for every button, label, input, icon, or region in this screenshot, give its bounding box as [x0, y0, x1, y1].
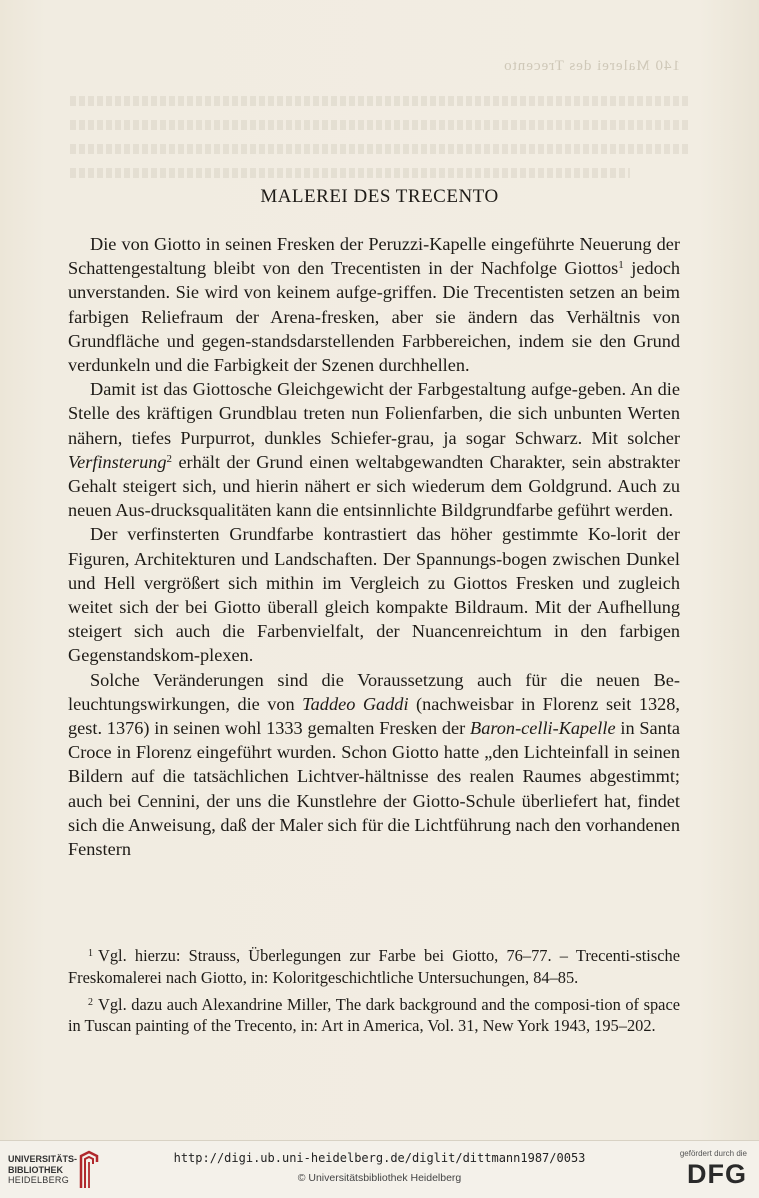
library-logo[interactable]: UNIVERSITÄTS- BIBLIOTHEK HEIDELBERG — [8, 1154, 78, 1185]
paragraph-1: Die von Giotto in seinen Fresken der Peruzzi-Kapelle eingeführte Neuerung der Schattengestaltung bleibt von den Trecentisten in der Nachfolge Giottos$^1$ jedoch unverstanden. Sie wird von keinem aufge-griffen. Die Trecentisten setzen an beim farbigen Reliefraum der Arena-fresken, aber sie ändern das Verhältnis von Grundfläche und gegen-standsdarstellenden Farbbereichen, indem sie den Grund verdunkeln und die Farbigkeit der Szenen durchhellen. — [68, 234, 680, 376]
body-text — [68, 232, 680, 861]
footnote-ref-2[interactable]: 2 — [166, 452, 173, 465]
chapter-title: MALEREI DES TRECENTO — [260, 186, 499, 207]
bleed-through-line — [70, 144, 690, 154]
footnote-ref-1[interactable]: 1 — [618, 259, 624, 272]
footnote-2: $^2$ Vgl. dazu auch Alexandrine Miller, The dark background and the composi-tion of space in Tuscan painting of the Trecento, in: Art in America, Vol. 31, New York 1943, 195–202. — [68, 994, 680, 1036]
paragraph-3: Der verfinsterten Grundfarbe kontrastiert das höher gestimmte Ko-lorit der Figuren, Architekturen und Landschaften. Der Spannungs-bogen zwischen Dunkel und Hell vergrößert sich mithin im Vergleich zu Giottos Fresken und zugleich weitet sich der bei Giotto überall gleich kompakte Bildraum. Mit der Aufhellung steigert sich auch die Farbenvielfalt, der Nuancenreichtum in den farbigen Gegenstandskom-plexen. — [68, 524, 680, 666]
funding-note: gefördert durch die — [679, 1149, 747, 1158]
paragraph-2: Damit ist das Giottosche Gleichgewicht der Farbgestaltung aufge-geben. An die Stelle des kräftigen Grundblau treten nun Folienfarben, die sich unbunten Werten nähern, tiefes Purpurrot, dunkles Schiefer-grau, ja sogar Schwarz. Mit solcher Verfinsterung$^2$ erhält der Grund einen weltabgewandten Charakter, sein abstrakter Gehalt steigert sich, und hierin nähert er sich wiederum dem Goldgrund. Auch zu neuen Aus-drucksqualitäten kann die entsinnlichte Bildgrundfarbe geführt werden. — [68, 379, 680, 521]
paragraph-4: Solche Veränderungen sind die Voraussetzung auch für die neuen Be-leuchtungswirkungen, die von Taddeo Gaddi (nachweisbar in Florenz seit 1328, gest. 1376) in seinen wohl 1333 gemalten Fresken der Baron-celli-Kapelle in Santa Croce in Florenz eingeführt wurden. Schon Giotto hatte „den Lichteinfall in seinen Bildern auf die tatsächlichen Lichtver-hältnisse des realen Raumes abgestimmt; auch bei Cennini, der uns die Kunstlehre der Giotto-Schule überliefert hat, findet sich die Anweisung, daß der Maler sich für die Lichtführung nach den vorhandenen Fenstern — [68, 669, 680, 860]
bleed-through-line — [70, 96, 690, 106]
footnotes — [68, 945, 680, 1042]
copyright-notice: © Universitätsbibliothek Heidelberg — [297, 1172, 462, 1184]
permalink-url[interactable]: http://digi.ub.uni-heidelberg.de/diglit/dittmann1987/0053 — [173, 1151, 586, 1165]
dfg-logo[interactable]: DFG — [687, 1159, 747, 1189]
viewer-footer — [0, 1140, 759, 1198]
bleed-through-header: 140 Malerei des Trecento — [503, 58, 680, 74]
footnote-1: $^1$ Vgl. hierzu: Strauss, Überlegungen zur Farbe bei Giotto, 76–77. – Trecenti-stische Freskomalerei nach Giotto, in: Koloritgeschichtliche Untersuchungen, 84–85. — [68, 946, 680, 987]
bleed-through-line — [70, 120, 690, 130]
bleed-through-line — [70, 168, 630, 178]
